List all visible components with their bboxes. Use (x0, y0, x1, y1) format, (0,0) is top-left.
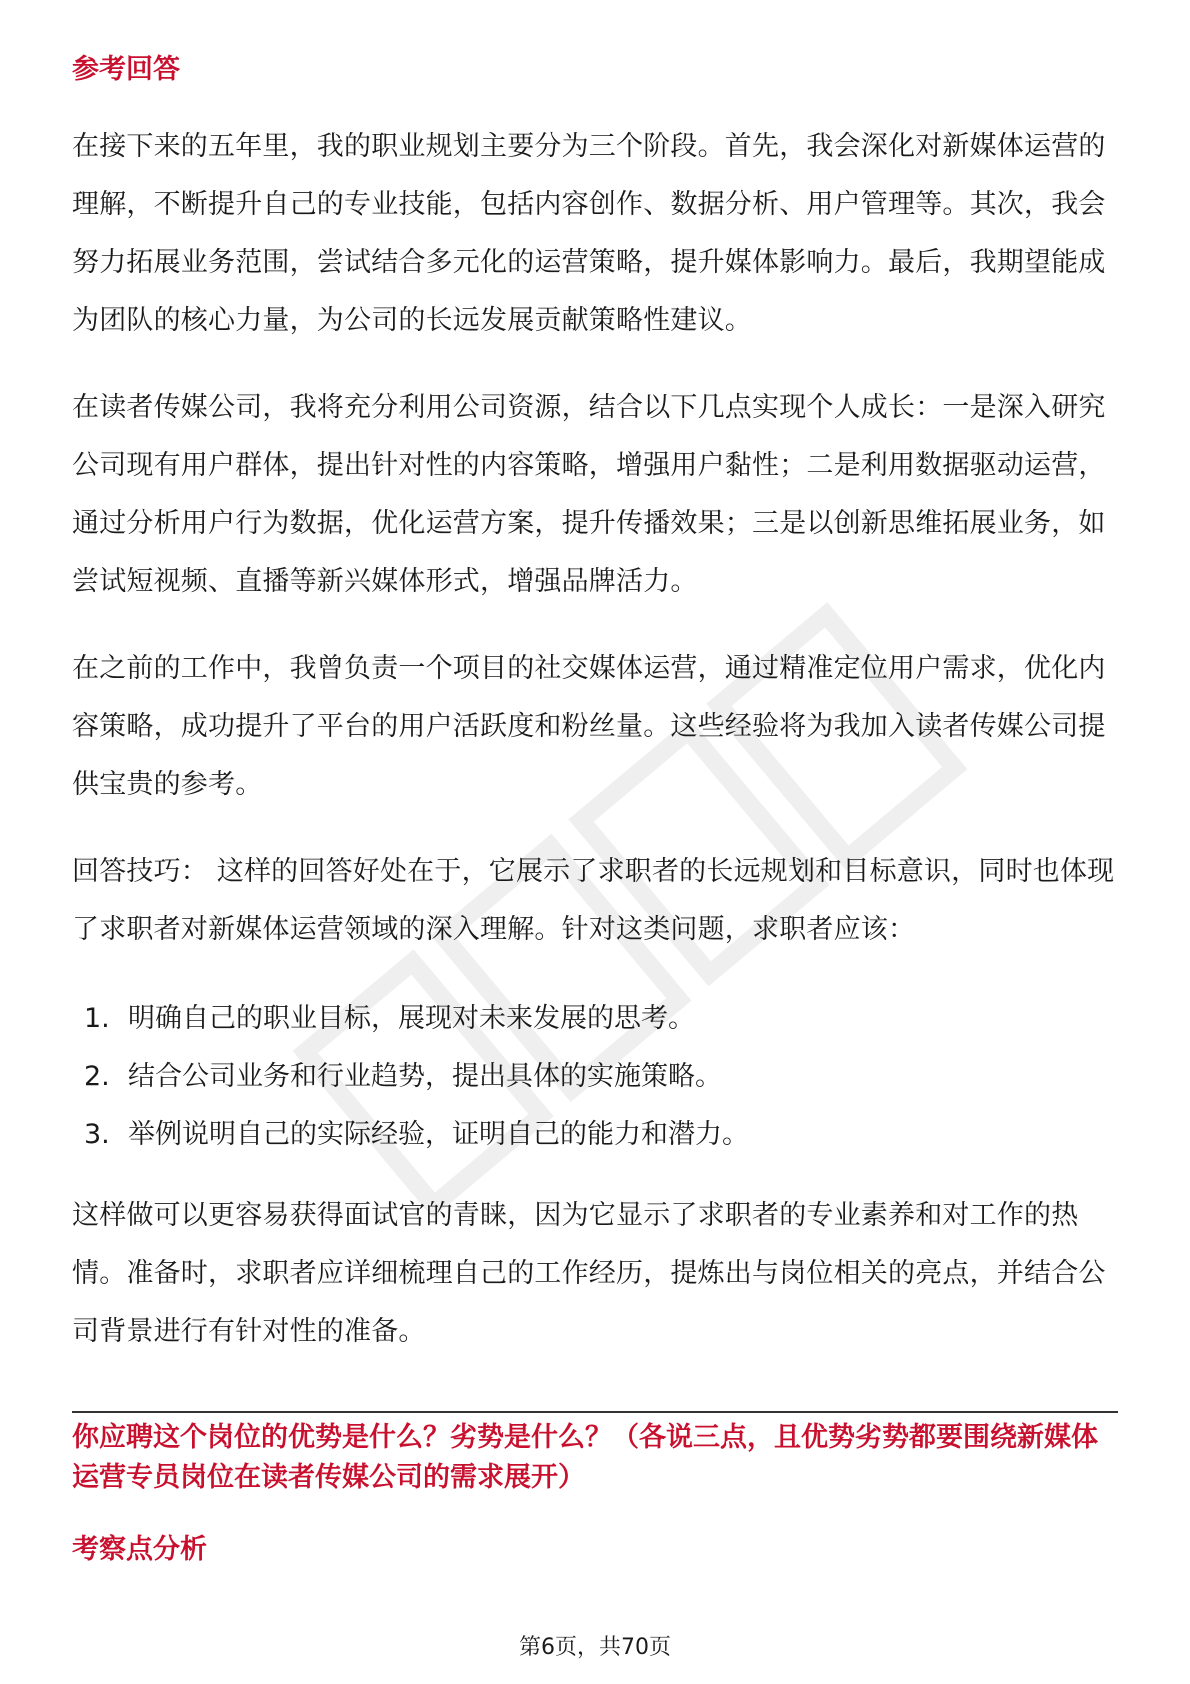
tips-list (84, 990, 1104, 1164)
list-item-text: 明确自己的职业目标，展现对未来发展的思考。 (128, 1003, 695, 1034)
next-question-heading: 你应聘这个岗位的优势是什么？劣势是什么？（各说三点，且优势劣势都要围绕新媒体运营专员岗位在读者传媒公司的需求展开） (72, 1422, 1098, 1493)
document-page (72, 0, 1118, 1684)
list-item (84, 1106, 1104, 1164)
list-item-text: 举例说明自己的实际经验，证明自己的能力和潜力。 (128, 1119, 749, 1150)
page-footer: 第6页，共70页 (519, 1635, 671, 1660)
list-item-number: 3. (84, 1119, 110, 1150)
list-item (84, 1048, 1104, 1106)
paragraph-growth-plan: 在读者传媒公司，我将充分利用公司资源，结合以下几点实现个人成长：一是深入研究公司现有用户群体，提出针对性的内容策略，增强用户黏性；二是利用数据驱动运营，通过分析用户行为数据，优化运营方案，提升传播效果；三是以创新思维拓展业务，如尝试短视频、直播等新兴媒体形式，增强品牌活力。 (72, 392, 1106, 597)
section-divider (72, 1411, 1118, 1413)
list-item (84, 990, 1104, 1048)
list-item-number: 2. (84, 1061, 110, 1092)
paragraph-answer-tips: 回答技巧： 这样的回答好处在于，它展示了求职者的长远规划和目标意识，同时也体现了求职者对新媒体运营领域的深入理解。针对这类问题，求职者应该： (72, 856, 1115, 945)
paragraph-career-plan: 在接下来的五年里，我的职业规划主要分为三个阶段。首先，我会深化对新媒体运营的理解，不断提升自己的专业技能，包括内容创作、数据分析、用户管理等。其次，我会努力拓展业务范围，尝试结合多元化的运营策略，提升媒体影响力。最后，我期望能成为团队的核心力量，为公司的长远发展贡献策略性建议。 (72, 131, 1106, 336)
answer-title: 参考回答 (72, 54, 180, 85)
list-item-text: 结合公司业务和行业趋势，提出具体的实施策略。 (128, 1061, 722, 1092)
analysis-title: 考察点分析 (72, 1534, 207, 1565)
paragraph-closing: 这样做可以更容易获得面试官的青睐，因为它显示了求职者的专业素养和对工作的热情。准备时，求职者应详细梳理自己的工作经历，提炼出与岗位相关的亮点，并结合公司背景进行有针对性的准备。 (72, 1200, 1106, 1347)
list-item-number: 1. (84, 1003, 110, 1034)
paragraph-past-experience: 在之前的工作中，我曾负责一个项目的社交媒体运营，通过精准定位用户需求，优化内容策略，成功提升了平台的用户活跃度和粉丝量。这些经验将为我加入读者传媒公司提供宝贵的参考。 (72, 653, 1106, 800)
